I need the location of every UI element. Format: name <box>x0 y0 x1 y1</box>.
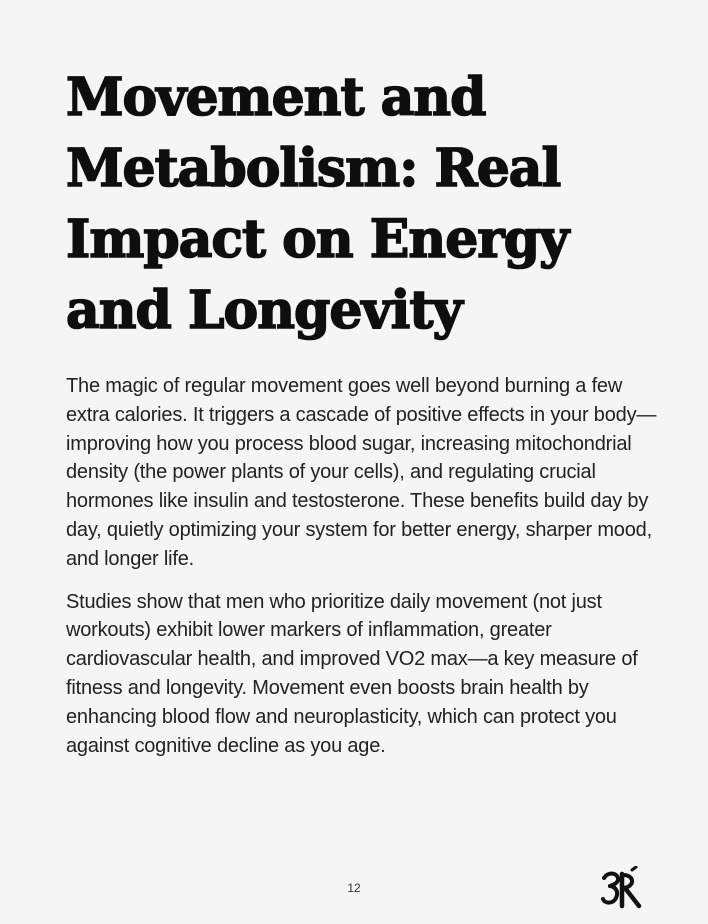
paragraph-1: The magic of regular movement goes well beyond burning a few extra calories. It triggers a cascade of positive effects in your body—improving how you process blood sugar, increasing mitochondrial density (the power plants of your cells), and regulating crucial hormones like insulin and testosterone. These benefits build day by day, quietly optimizing your system for better energy, sharper mood, and longer life. <box>66 375 657 570</box>
body-text <box>66 372 662 774</box>
page-title: Movement and Metabolism: Real Impact on Energy and Longevity <box>66 67 569 341</box>
page-number: 12 <box>347 881 361 895</box>
paragraph-2: Studies show that men who prioritize daily movement (not just workouts) exhibit lower markers of inflammation, greater cardiovascular health, and improved VO2 max—a key measure of fitness and longevity. Movement even boosts brain health by enhancing blood flow and neuroplasticity, which can protect you against cognitive decline as you age. <box>66 590 638 757</box>
brand-monogram-icon <box>598 866 644 910</box>
